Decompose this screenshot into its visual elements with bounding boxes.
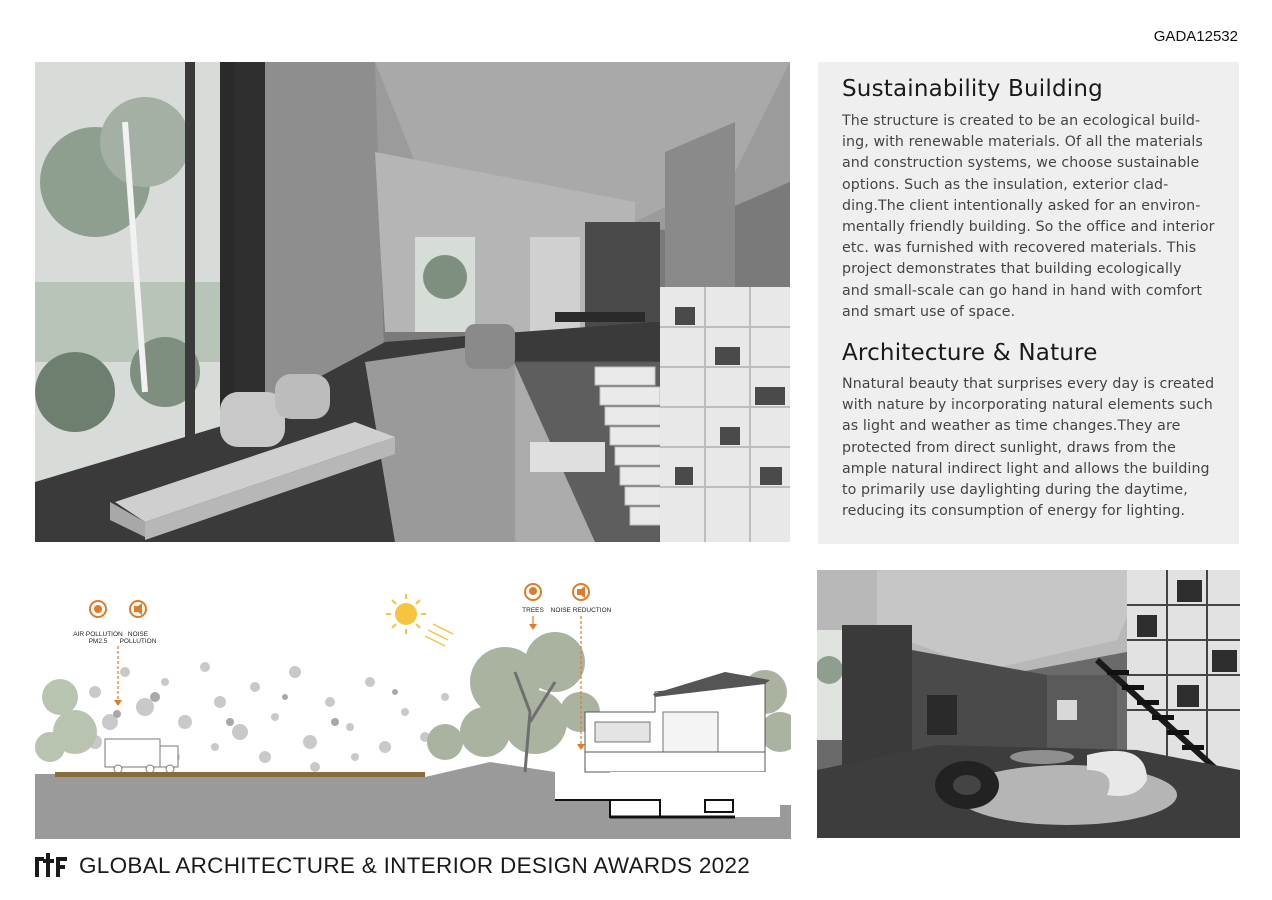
- noise-pollution-label: NOISE: [127, 631, 149, 638]
- noise-pollution-sublabel: POLLUTION: [119, 638, 157, 645]
- footer: [35, 848, 750, 884]
- sun-icon: [386, 594, 453, 646]
- interior-living-room-image: [35, 62, 790, 542]
- air-pollution-icon: [90, 601, 106, 617]
- noise-reduction-label: NOISE REDUCTION: [550, 607, 612, 614]
- section-diagram-svg: [35, 572, 791, 839]
- environment-section-diagram: [35, 572, 791, 839]
- rtf-logo-icon: [35, 851, 69, 881]
- architecture-nature-text: Nnatural beauty that surprises every day is created with nature by incorporating natural elements such as light and weather as time changes.They are protected from direct sunlight, draws from the ample natural indirect light and allows the building to primarily use daylighting during the daytime, reducing its consumption of energy for lighting.: [842, 376, 1215, 520]
- interior-living-room-illustration: [35, 62, 790, 542]
- sustainability-text: The structure is created to be an ecological build- ing, with renewable materials. Of all the materials and construction systems, we choose sustainable options. Such as the insulation, exterior clad- ding.The client intentionally asked for an environ- mentally friendly building. So the office and interior etc. was furnished with recovered materials. This project demonstrates that building ecologically and small-scale can go hand in hand with comfort and smart use of space.: [842, 113, 1215, 320]
- air-pollution-label: AIR POLLUTION: [73, 631, 123, 638]
- trees-label: TREES: [522, 607, 544, 614]
- sustainability-heading: Sustainability Building: [842, 76, 1103, 102]
- interior-lounge-illustration: [817, 570, 1240, 838]
- description-panel: [818, 62, 1239, 544]
- architecture-nature-heading: Architecture & Nature: [842, 340, 1098, 366]
- noise-pollution-icon: [130, 601, 146, 617]
- air-pollution-sublabel: PM2.5: [88, 638, 108, 645]
- noise-reduction-icon: [573, 584, 589, 600]
- interior-lounge-image: [817, 570, 1240, 838]
- project-code: GADA12532: [1153, 28, 1238, 45]
- trees-icon: [525, 584, 541, 600]
- awards-title: GLOBAL ARCHITECTURE & INTERIOR DESIGN AWARDS 2022: [79, 853, 751, 878]
